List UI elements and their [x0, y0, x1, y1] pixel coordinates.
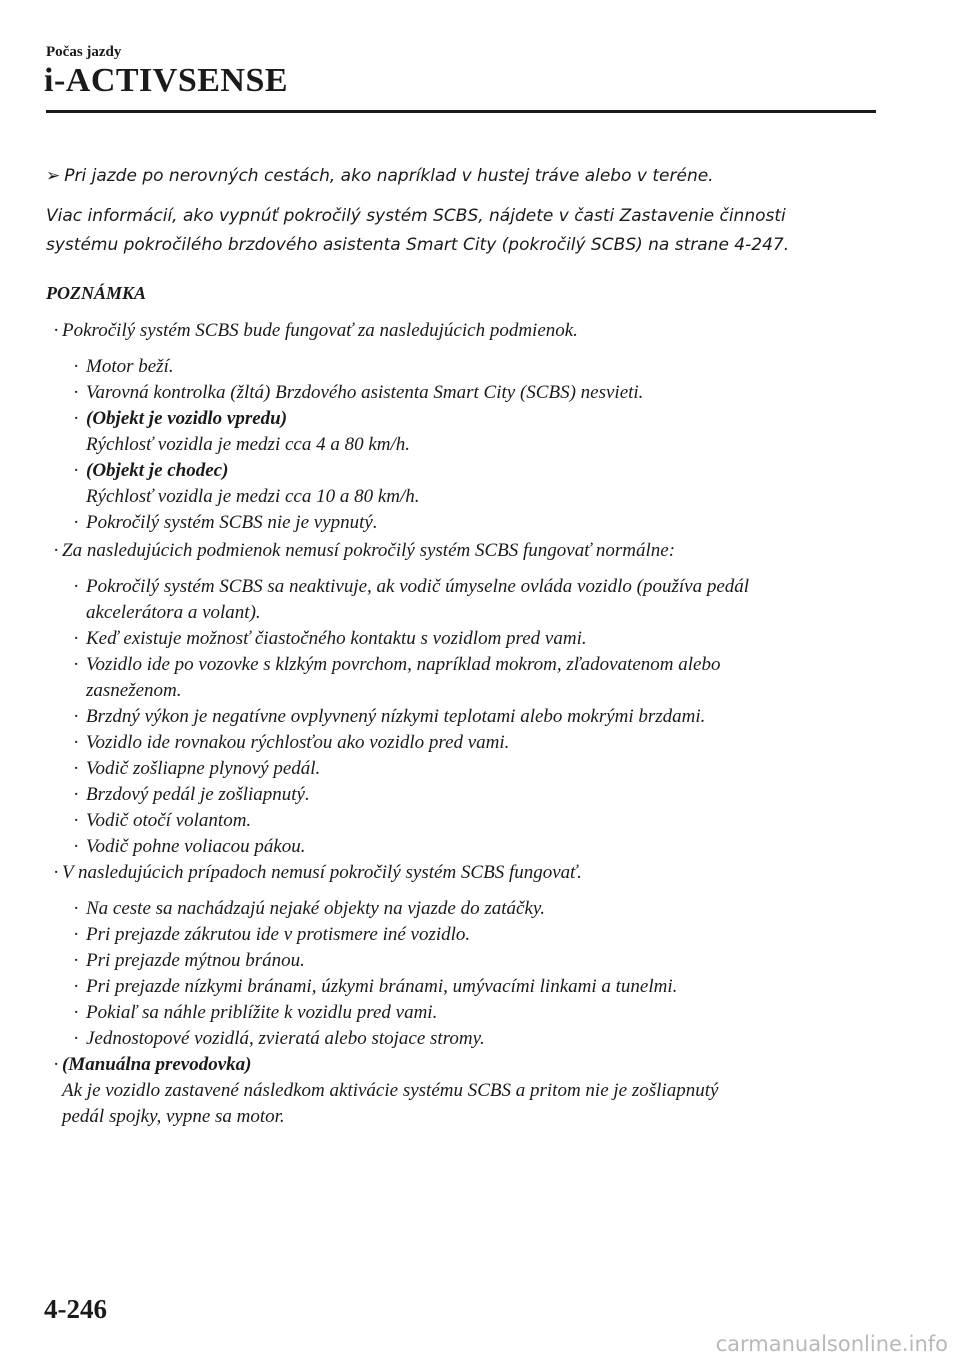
subitem-line: · Vozidlo ide po vozovke s klzkým povrchom, napríklad mokrom, zľadovatenom alebo	[86, 654, 721, 675]
note-subitem: · Vozidlo ide rovnakou rýchlosťou ako vozidlo pred vami.	[46, 730, 876, 756]
note-subitem: · Vodič otočí volantom.	[46, 808, 876, 834]
note-list	[46, 318, 876, 1130]
note-subitem: · Brzdný výkon je negatívne ovplyvnený nízkymi teplotami alebo mokrými brzdami.	[46, 704, 876, 730]
subitem-line: akcelerátora a volant).	[86, 602, 261, 623]
chapter-title: i-ACTIVSENSE	[44, 62, 289, 99]
header-rule	[46, 110, 876, 113]
page-number: 4-246	[44, 1294, 107, 1324]
note-subitem: · Pri prejazde nízkymi bránami, úzkymi bránami, umývacími linkami a tunelmi.	[46, 974, 876, 1000]
intro-paragraph	[46, 202, 866, 260]
note-subitem: · Keď existuje možnosť čiastočného kontaktu s vozidlom pred vami.	[46, 626, 876, 652]
subitem-heading: · (Objekt je vozidlo vpredu)	[86, 408, 288, 429]
note-title: POZNÁMKA	[46, 283, 147, 303]
item-heading: · (Manuálna prevodovka)	[62, 1054, 252, 1075]
note-subitem: · Vodič zošliapne plynový pedál.	[46, 756, 876, 782]
arrow-item-text: Pri jazde po nerovných cestách, ako napríklad v hustej tráve alebo v teréne.	[64, 166, 714, 186]
note-subitem: · Vodič pohne voliacou pákou.	[46, 834, 876, 860]
note-subitem: · Pokiaľ sa náhle priblížite k vozidlu pred vami.	[46, 1000, 876, 1026]
subitem-body: Rýchlosť vozidla je medzi cca 4 a 80 km/h.	[86, 434, 411, 455]
subitem-heading: · (Objekt je chodec)	[86, 460, 229, 481]
note-subitem	[46, 574, 876, 626]
note-subitem: · Pri prejazde zákrutou ide v protismere iné vozidlo.	[46, 922, 876, 948]
note-subitem	[46, 458, 876, 510]
note-subitem: · Brzdový pedál je zošliapnutý.	[46, 782, 876, 808]
note-subitem: · Pokročilý systém SCBS nie je vypnutý.	[46, 510, 876, 536]
triangle-arrow-icon: ➢	[46, 166, 61, 186]
note-subitem: · Pri prejazde mýtnou bránou.	[46, 948, 876, 974]
note-subitem: · Motor beží.	[46, 354, 876, 380]
subitem-line: zasneženom.	[86, 680, 182, 701]
note-item: · V nasledujúcich prípadoch nemusí pokročilý systém SCBS fungovať.	[46, 860, 876, 886]
intro-line: systému pokročilého brzdového asistenta Smart City (pokročilý SCBS) na strane 4-247.	[46, 235, 790, 255]
note-subitem	[46, 406, 876, 458]
note-subitem	[46, 652, 876, 704]
note-subitem: · Jednostopové vozidlá, zvieratá alebo stojace stromy.	[46, 1026, 876, 1052]
arrow-list-item	[46, 166, 714, 186]
note-subitem: · Varovná kontrolka (žltá) Brzdového asistenta Smart City (SCBS) nesvieti.	[46, 380, 876, 406]
item-line: pedál spojky, vypne sa motor.	[62, 1106, 285, 1127]
note-item: · Pokročilý systém SCBS bude fungovať za nasledujúcich podmienok.	[46, 318, 876, 344]
intro-line: Viac informácií, ako vypnúť pokročilý systém SCBS, nájdete v časti Zastavenie činnosti	[46, 206, 786, 226]
section-label: Počas jazdy	[46, 44, 122, 60]
subitem-line: · Pokročilý systém SCBS sa neaktivuje, ak vodič úmyselne ovláda vozidlo (používa pedál	[86, 576, 750, 597]
note-subitem: · Na ceste sa nachádzajú nejaké objekty na vjazde do zatáčky.	[46, 896, 876, 922]
item-line: Ak je vozidlo zastavené následkom aktivácie systému SCBS a pritom nie je zošliapnutý	[62, 1080, 719, 1101]
note-item: · Za nasledujúcich podmienok nemusí pokročilý systém SCBS fungovať normálne:	[46, 538, 876, 564]
watermark: carmanualsonline.info	[715, 1332, 948, 1356]
note-item	[46, 1052, 876, 1130]
subitem-body: Rýchlosť vozidla je medzi cca 10 a 80 km/h.	[86, 486, 420, 507]
